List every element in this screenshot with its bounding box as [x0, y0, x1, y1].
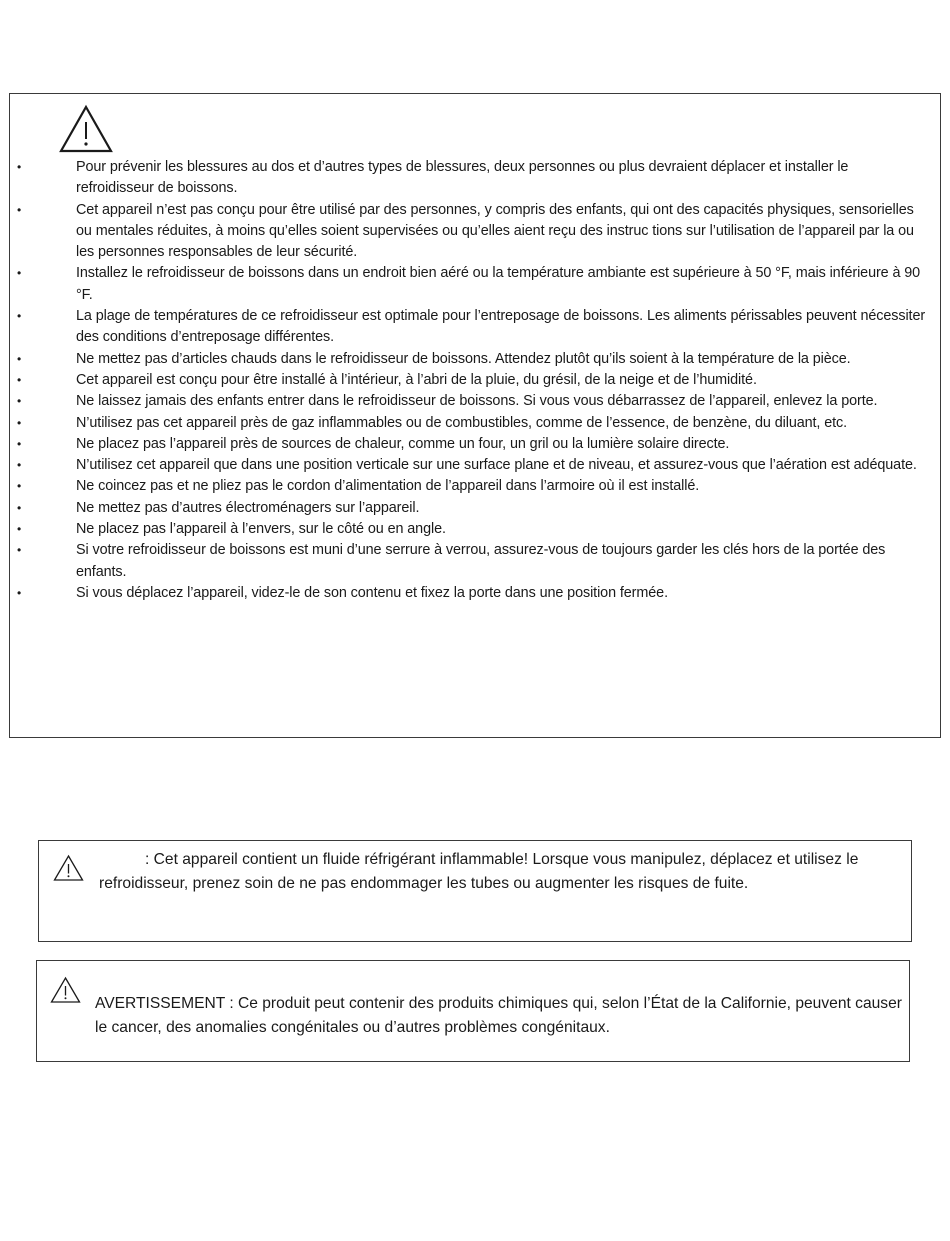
bullet: •	[17, 394, 22, 409]
safety-item-text: N’utilisez cet appareil que dans une position verticale sur une surface plane et de niveau, et assurez-vous que l’aération est adéquate.	[76, 457, 917, 474]
safety-instructions-box	[9, 93, 941, 738]
safety-item-text: N’utilisez pas cet appareil près de gaz inflammables ou de combustibles, comme de l’essence, de benzène, du diluant, etc.	[76, 414, 848, 431]
warning-triangle-icon	[50, 976, 81, 1004]
safety-item	[10, 200, 940, 264]
bullet: •	[17, 351, 22, 366]
safety-item-text: Cet appareil n’est pas conçu pour être utilisé par des personnes, y compris des enfants, qui ont des capacités physiques, sensorielles ou mentales réduites, à moins qu’elles soient supervisées ou qu’elles aient reçu des instruc tions sur l’utilisation de l’appareil par la ou les personnes responsables de leur sécurité.	[76, 201, 914, 261]
safety-item-text: Ne mettez pas d’autres électroménagers sur l’appareil.	[76, 499, 420, 516]
prop65-notice-text: AVERTISSEMENT : Ce produit peut contenir des produits chimiques qui, selon l’État de la Californie, peuvent causer le cancer, des anomalies congénitales ou d’autres problèmes congénitaux.	[95, 995, 902, 1037]
safety-item	[10, 263, 940, 306]
safety-item-text: Ne laissez jamais des enfants entrer dans le refroidisseur de boissons. Si vous vous débarrassez de l’appareil, enlevez la porte.	[76, 393, 878, 410]
safety-item	[10, 434, 940, 455]
bullet: •	[17, 500, 22, 515]
bullet: •	[17, 458, 22, 473]
bullet: •	[17, 436, 22, 451]
bullet: •	[17, 372, 22, 387]
bullet: •	[17, 522, 22, 537]
bullet: •	[17, 266, 22, 281]
warning-triangle-icon	[53, 854, 84, 882]
safety-item	[10, 476, 940, 497]
safety-item-text: Pour prévenir les blessures au dos et d’autres types de blessures, deux personnes ou plus devraient déplacer et installer le refroidisseur de boissons.	[76, 159, 849, 197]
safety-item	[10, 157, 940, 200]
safety-item-text: Ne coincez pas et ne pliez pas le cordon d’alimentation de l’appareil dans l’armoire où il est installé.	[76, 478, 700, 495]
flammable-refrigerant-notice	[38, 840, 912, 942]
safety-item	[10, 519, 940, 540]
safety-item	[10, 455, 940, 476]
safety-item	[10, 349, 940, 370]
warning-triangle-icon	[58, 104, 114, 154]
bullet: •	[17, 415, 22, 430]
bullet: •	[17, 479, 22, 494]
safety-item-text: Ne mettez pas d’articles chauds dans le refroidisseur de boissons. Attendez plutôt qu’ils soient à la température de la pièce.	[76, 350, 851, 367]
safety-item-text: La plage de températures de ce refroidisseur est optimale pour l’entreposage de boissons. Les aliments périssables peuvent nécessiter des conditions d’entreposage différentes.	[76, 308, 926, 346]
safety-item-text: Cet appareil est conçu pour être installé à l’intérieur, à l’abri de la pluie, du grésil, de la neige et de l’humidité.	[76, 371, 757, 388]
bullet: •	[17, 585, 22, 600]
safety-item-text: Si vous déplacez l’appareil, videz-le de son contenu et fixez la porte dans une position fermée.	[76, 584, 668, 601]
safety-item	[10, 413, 940, 434]
safety-item-text: Si votre refroidisseur de boissons est muni d’une serrure à verrou, assurez-vous de toujours garder les clés hors de la portée des enfants.	[76, 542, 886, 580]
safety-list	[10, 157, 940, 604]
safety-item	[10, 583, 940, 604]
safety-item	[10, 540, 940, 583]
safety-item	[10, 498, 940, 519]
safety-item	[10, 306, 940, 349]
safety-item	[10, 370, 940, 391]
bullet: •	[17, 309, 22, 324]
bullet: •	[17, 543, 22, 558]
bullet: •	[17, 160, 22, 174]
safety-item	[10, 391, 940, 412]
prop65-warning-notice	[36, 960, 910, 1062]
bullet: •	[17, 202, 22, 217]
safety-item-text: Ne placez pas l’appareil près de sources de chaleur, comme un four, un gril ou la lumière solaire directe.	[76, 435, 730, 452]
refrigerant-notice-text: : Cet appareil contient un fluide réfrigérant inflammable! Lorsque vous manipulez, déplacez et utilisez le refroidisseur, prenez soin de ne pas endommager les tubes ou augmenter les risques de fuite.	[99, 851, 859, 893]
safety-item-text: Installez le refroidisseur de boissons dans un endroit bien aéré ou la température ambiante est supérieure à 50 °F, mais inférieure à 90 °F.	[76, 265, 921, 303]
safety-item-text: Ne placez pas l’appareil à l’envers, sur le côté ou en angle.	[76, 521, 446, 538]
